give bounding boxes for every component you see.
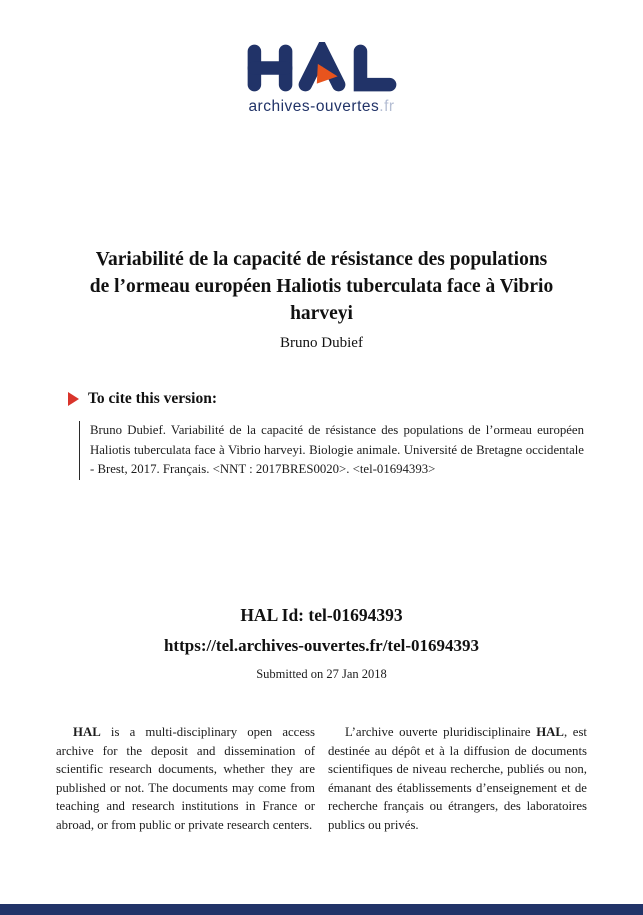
citation-text: Bruno Dubief. Variabilité de la capacité de résistance des populations de l’ormeau européen Haliotis tuberculata face à Vibrio harveyi. Biologie animale. Université de Bretagne occidentale - Brest, 2017. Français. <NNT : 2017BRES0020>. <tel-01694393> [90, 423, 584, 476]
cite-version-row [68, 390, 217, 408]
cite-version-label: To cite this version: [88, 390, 218, 407]
citation-box [79, 421, 584, 480]
red-arrow-icon [68, 392, 79, 406]
footer-left-paragraph [56, 723, 315, 834]
title-block [0, 246, 643, 352]
hal-id-block [0, 605, 643, 682]
hal-logo-wordmark [244, 42, 400, 94]
thesis-title-line: de l’ormeau européen Haliotis tuberculata face à Vibrio [89, 276, 554, 297]
footer-right-pre: L’archive ouverte pluridisciplinaire [345, 725, 537, 739]
hal-logo [0, 42, 643, 116]
submission-date: Submitted on 27 Jan 2018 [256, 667, 387, 681]
logo-subtitle-text: archives-ouvertes [248, 98, 380, 115]
hal-id: HAL Id: tel-01694393 [240, 605, 403, 625]
logo-subtitle [0, 98, 643, 116]
footer-left-lead: HAL [73, 725, 101, 739]
footer-description [56, 723, 587, 834]
logo-subtitle-tld: .fr [379, 98, 395, 115]
footer-bar [0, 904, 643, 915]
author-name: Bruno Dubief [280, 335, 363, 351]
thesis-title-line: harveyi [290, 303, 353, 324]
footer-left-rest: is a multi-disciplinary open access archive for the deposit and dissemination of scientific research documents, whether they are published or not. The documents may come from teaching and research institutions in France or abroad, or from public or private research centers. [56, 725, 315, 832]
footer-right-paragraph [328, 723, 587, 834]
footer-right-emphasis: HAL [536, 725, 564, 739]
hal-url-link[interactable]: https://tel.archives-ouvertes.fr/tel-01694393 [163, 636, 480, 655]
footer-right-post: , est destinée au dépôt et à la diffusion de documents scientifiques de niveau recherche, publiés ou non, émanant des établissements d’enseignement et de recherche français ou étrangers, des laboratoires publics ou privés. [328, 725, 587, 832]
thesis-title-line: Variabilité de la capacité de résistance des populations [95, 249, 548, 270]
